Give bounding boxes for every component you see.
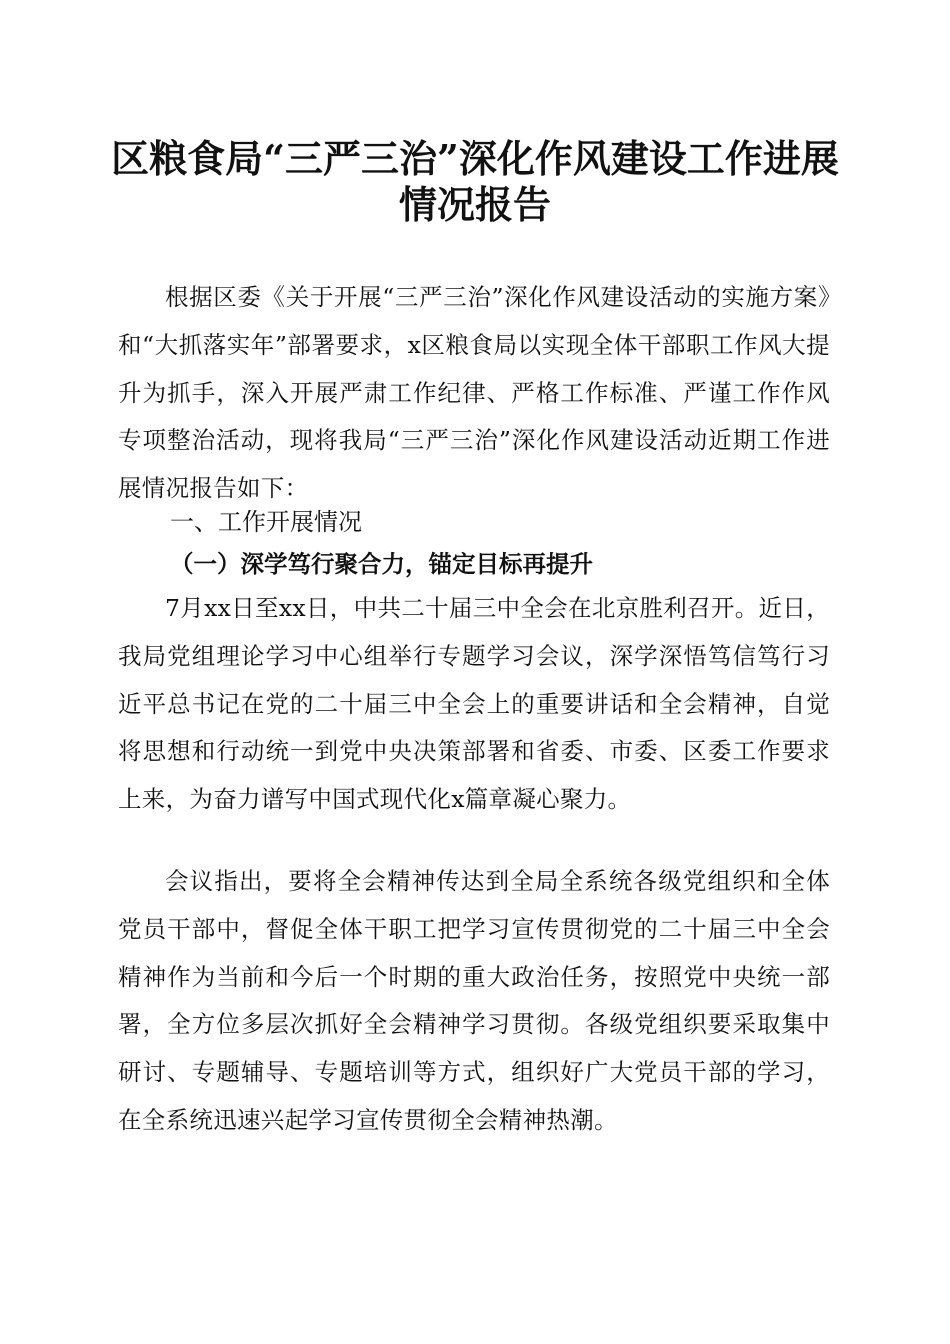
intro-paragraph: 根据区委《关于开展“三严三治”深化作风建设活动的实施方案》和“大抓落实年”部署要求，x区粮食局以实现全体干部职工作风大提升为抓手，深入开展严肃工作纪律、严格工作标准、严谨工作作风专项整治活动，现将我局“三严三治”深化作风建设活动近期工作进展情况报告如下： bbox=[118, 283, 830, 503]
subsection-heading: （一）深学笃行聚合力，锚定目标再提升 bbox=[170, 550, 593, 578]
document-title-line-2: 情况报告 bbox=[398, 182, 551, 227]
document-title-line-1: 区粮食局“三严三治”深化作风建设工作进展 bbox=[111, 136, 839, 181]
section-heading: 一、工作开展情况 bbox=[170, 508, 362, 536]
body-paragraph-1: 7月xx日至xx日，中共二十届三中全会在北京胜利召开。近日，我局党组理论学习中心组举行专题学习会议，深学深悟笃信笃行习近平总书记在党的二十届三中全会上的重要讲话和全会精神，自觉将思想和行动统一到党中央决策部署和省委、市委、区委工作要求上来，为奋力谱写中国式现代化x篇章凝心聚力。 bbox=[118, 594, 830, 814]
body-paragraph-2: 会议指出，要将全会精神传达到全局全系统各级党组织和全体党员干部中，督促全体干职工把学习宣传贯彻党的二十届三中全会精神作为当前和今后一个时期的重大政治任务，按照党中央统一部署，全方位多层次抓好全会精神学习贯彻。各级党组织要采取集中研讨、专题辅导、专题培训等方式，组织好广大党员干部的学习，在全系统迅速兴起学习宣传贯彻全会精神热潮。 bbox=[118, 867, 830, 1134]
